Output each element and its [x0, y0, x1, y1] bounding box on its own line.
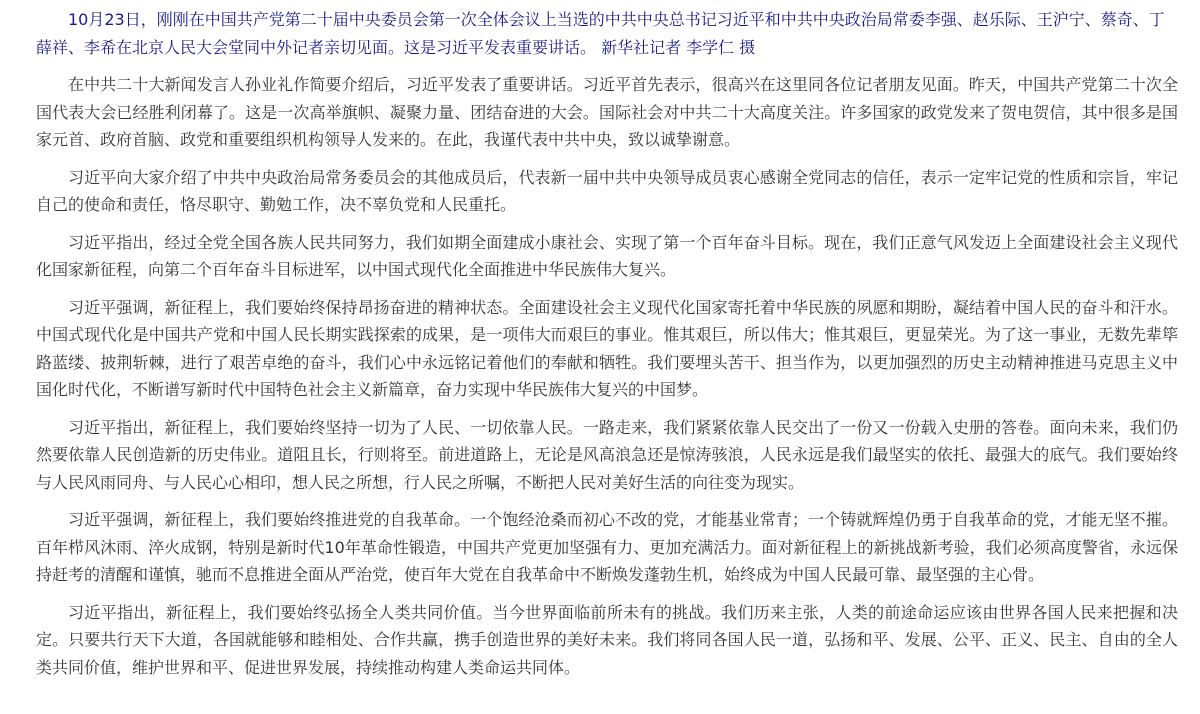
article-paragraph-4: 习近平强调，新征程上，我们要始终保持昂扬奋进的精神状态。全面建设社会主义现代化国家寄托着中华民族的夙愿和期盼，凝结着中国人民的奋斗和汗水。中国式现代化是中国共产党和中国人民长期实践探索的成果，是一项伟大而艰巨的事业。惟其艰巨，所以伟大；惟其艰巨，更显荣光。为了这一事业，无数先辈筚路蓝缕、披荆斩棘，进行了艰苦卓绝的奋斗，我们心中永远铭记着他们的奉献和牺牲。我们要埋头苦干、担当作为，以更加强烈的历史主动精神推进马克思主义中国化时代化，不断谱写新时代中国特色社会主义新篇章，奋力实现中华民族伟大复兴的中国梦。 — [36, 297, 1178, 399]
article-paragraph-7: 习近平指出，新征程上，我们要始终弘扬全人类共同价值。当今世界面临前所未有的挑战。我们历来主张，人类的前途命运应该由世界各国人民来把握和决定。只要共行天下大道，各国就能够和睦相处、合作共赢，携手创造世界的美好未来。我们将同各国人民一道，弘扬和平、发展、公平、正义、民主、自由的全人类共同价值，维护世界和平、促进世界发展，持续推动构建人类命运共同体。 — [36, 602, 1178, 677]
article-paragraph-3: 习近平指出，经过全党全国各族人民共同努力，我们如期全面建成小康社会、实现了第一个百年奋斗目标。现在，我们正意气风发迈上全面建设社会主义现代化国家新征程，向第二个百年奋斗目标进军，以中国式现代化全面推进中华民族伟大复兴。 — [36, 232, 1178, 279]
article-paragraph-1: 在中共二十大新闻发言人孙业礼作简要介绍后，习近平发表了重要讲话。习近平首先表示，很高兴在这里同各位记者朋友见面。昨天，中国共产党第二十次全国代表大会已经胜利闭幕了。这是一次高举旗帜、凝聚力量、团结奋进的大会。国际社会对中共二十大高度关注。许多国家的政党发来了贺电贺信，其中很多是国家元首、政府首脑、政党和重要组织机构领导人发来的。在此，我谨代表中共中央，致以诚挚谢意。 — [36, 75, 1178, 149]
photo-caption: 10月23日，刚刚在中国共产党第二十届中央委员会第一次全体会议上当选的中共中央总书记习近平和中共中央政治局常委李强、赵乐际、王沪宁、蔡奇、丁薛祥、李希在北京人民大会堂同中外记者亲切见面。这是习近平发表重要讲话。 新华社记者 李学仁 摄 — [36, 10, 1165, 57]
article-paragraph-5: 习近平指出，新征程上，我们要始终坚持一切为了人民、一切依靠人民。一路走来，我们紧紧依靠人民交出了一份又一份载入史册的答卷。面向未来，我们仍然要依靠人民创造新的历史伟业。道阻且长，行则将至。前进道路上，无论是风高浪急还是惊涛骇浪，人民永远是我们最坚实的依托、最强大的底气。我们要始终与人民风雨同舟、与人民心心相印，想人民之所想，行人民之所嘱，不断把人民对美好生活的向往变为现实。 — [36, 417, 1178, 492]
article-paragraph-6: 习近平强调，新征程上，我们要始终推进党的自我革命。一个饱经沧桑而初心不改的党，才能基业常青；一个铸就辉煌仍勇于自我革命的党，才能无坚不摧。百年栉风沐雨、淬火成钢，特别是新时代10年革命性锻造，中国共产党更加坚强有力、更加充满活力。面对新征程上的新挑战新考验，我们必须高度警省，永远保持赶考的清醒和谨慎，驰而不息推进全面从严治党，使百年大党在自我革命中不断焕发蓬勃生机，始终成为中国人民最可靠、最坚强的主心骨。 — [36, 510, 1178, 584]
article-paragraph-2: 习近平向大家介绍了中共中央政治局常务委员会的其他成员后，代表新一届中共中央领导成员衷心感谢全党同志的信任，表示一定牢记党的性质和宗旨，牢记自己的使命和责任，恪尽职守、勤勉工作，决不辜负党和人民重托。 — [36, 167, 1178, 214]
